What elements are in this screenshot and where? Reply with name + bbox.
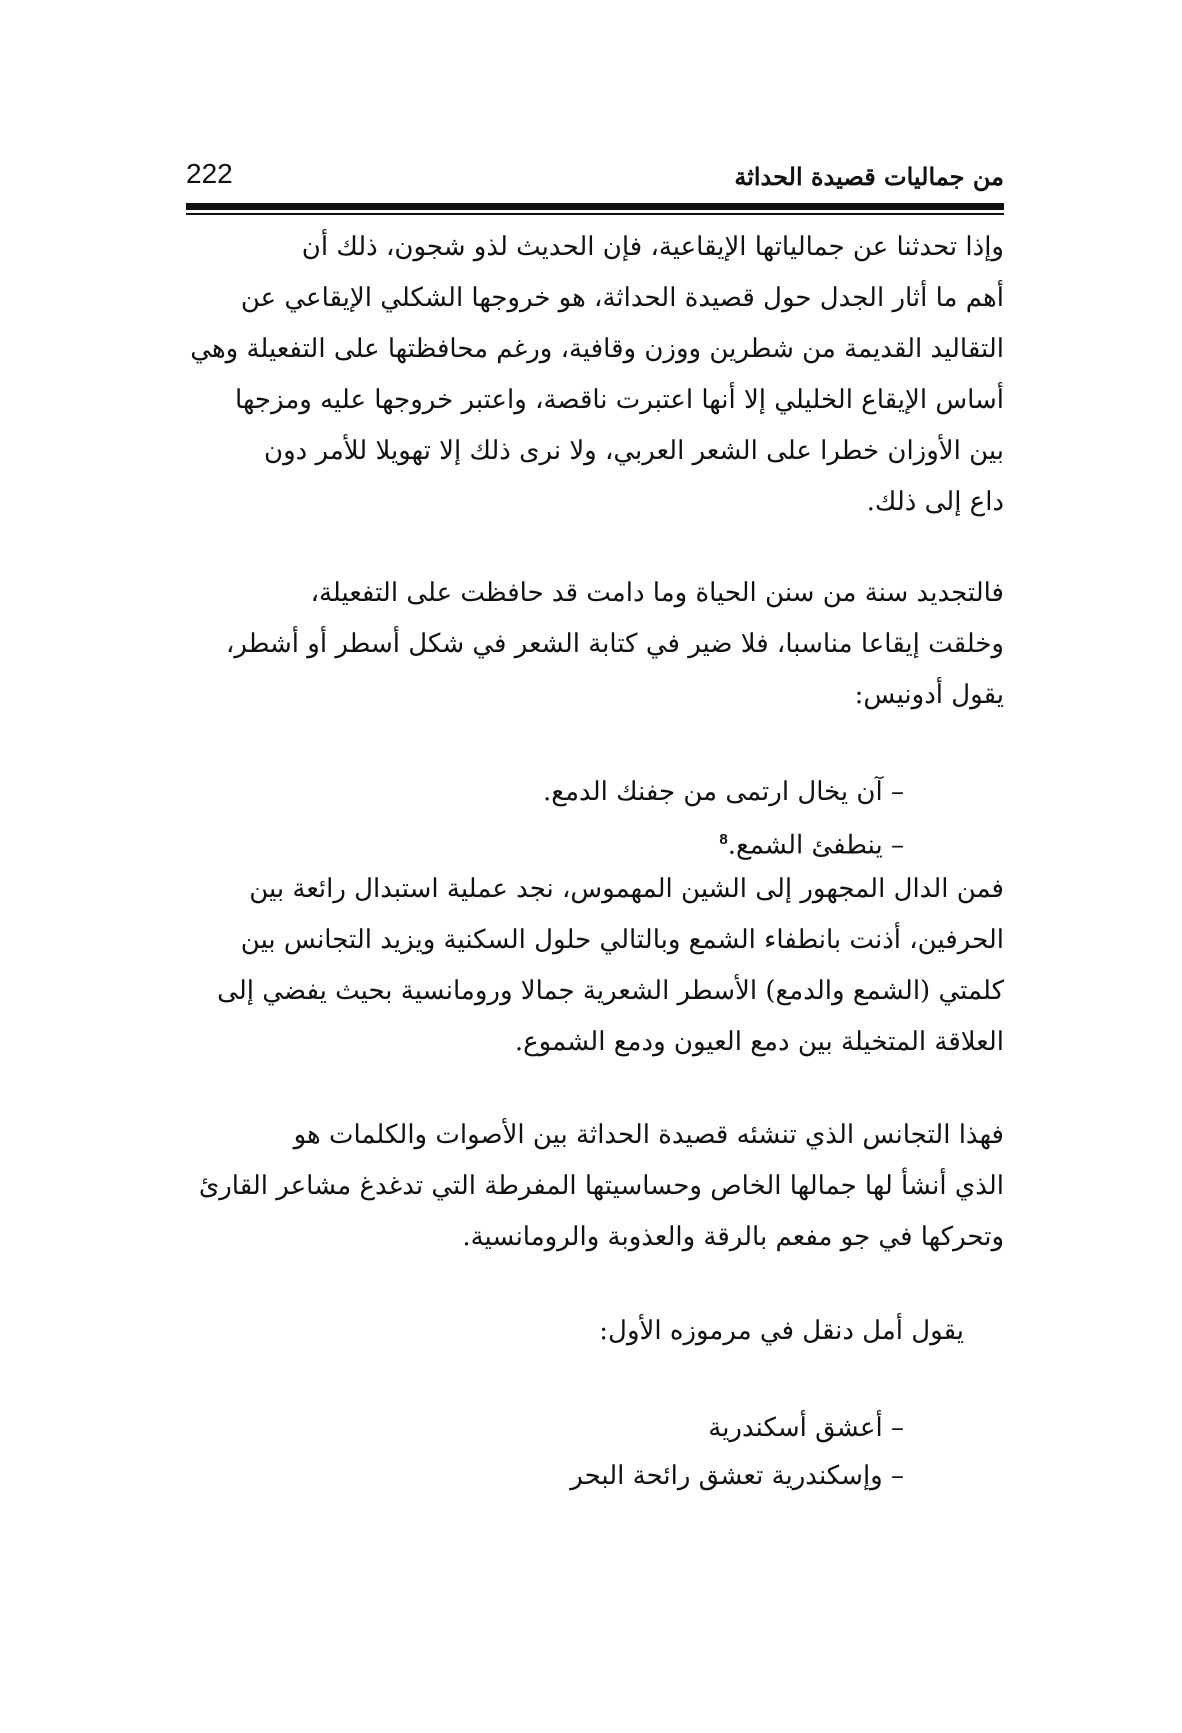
running-header bbox=[186, 158, 1004, 198]
text-line: فالتجديد سنة من سنن الحياة وما دامت قد حافظت على التفعيلة، bbox=[310, 578, 1004, 608]
footnote-marker: 8 bbox=[719, 831, 728, 848]
text-line: يقول أدونيس: bbox=[854, 680, 1004, 710]
text-line: أساس الإيقاع الخليلي إلا أنها اعتبرت ناقصة، واعتبر خروجها عليه ومزجها bbox=[235, 385, 1004, 415]
verse-line: – آن يخال ارتمى من جفنك الدمع. bbox=[543, 777, 904, 807]
running-title: من جماليات قصيدة الحداثة bbox=[734, 162, 1004, 191]
page-number: 222 bbox=[186, 158, 233, 189]
paragraph-5 bbox=[174, 1306, 1004, 1357]
paragraph-4 bbox=[174, 1110, 1004, 1263]
text-line: أهم ما أثار الجدل حول قصيدة الحداثة، هو خروجها الشكلي الإيقاعي عن bbox=[240, 283, 1004, 313]
text-line: العلاقة المتخيلة بين دمع العيون ودمع الشموع. bbox=[514, 1027, 1004, 1057]
text-line: داع إلى ذلك. bbox=[866, 487, 1004, 517]
paragraph-1 bbox=[174, 222, 1004, 528]
header-rule-thick bbox=[186, 203, 1004, 210]
verse-line bbox=[304, 816, 904, 870]
text-line: التقاليد القديمة من شطرين ووزن وقافية، ورغم محافظتها على التفعيلة وهي bbox=[190, 334, 1004, 364]
verse-line: – أعشق أسكندرية bbox=[708, 1413, 904, 1443]
verse-amal-dunqul bbox=[304, 1404, 904, 1500]
text-line: الذي أنشأ لها جمالها الخاص وحساسيتها المفرطة التي تدغدغ مشاعر القارئ bbox=[198, 1171, 1004, 1201]
text-line: وتحركها في جو مفعم بالرقة والعذوبة والرومانسية. bbox=[462, 1222, 1004, 1252]
header-rule-thin bbox=[186, 213, 1004, 215]
text-line: فهذا التجانس الذي تنشئه قصيدة الحداثة بين الأصوات والكلمات هو bbox=[293, 1120, 1004, 1150]
verse-line-text: – ينطفئ الشمع. bbox=[727, 830, 904, 861]
text-line: الحرفين، أذنت بانطفاء الشمع وبالتالي حلول السكنية ويزيد التجانس بين bbox=[240, 925, 1004, 955]
paragraph-3 bbox=[174, 864, 1004, 1068]
verse-adonis bbox=[304, 768, 904, 870]
text-line: كلمتي (الشمع والدمع) الأسطر الشعرية جمالا ورومانسية بحيث يفضي إلى bbox=[217, 976, 1004, 1006]
text-line: وخلقت إيقاعا مناسبا، فلا ضير في كتابة الشعر في شكل أسطر أو أشطر، bbox=[225, 629, 1004, 659]
paragraph-2 bbox=[174, 568, 1004, 721]
text-line: وإذا تحدثنا عن جمالياتها الإيقاعية، فإن الحديث لذو شجون، ذلك أن bbox=[301, 232, 1004, 262]
text-line: يقول أمل دنقل في مرموزه الأول: bbox=[599, 1316, 964, 1346]
text-line: بين الأوزان خطرا على الشعر العربي، ولا نرى ذلك إلا تهويلا للأمر دون bbox=[264, 436, 1004, 466]
verse-line: – وإسكندرية تعشق رائحة البحر bbox=[570, 1461, 904, 1491]
text-line: فمن الدال المجهور إلى الشين المهموس، نجد عملية استبدال رائعة بين bbox=[249, 874, 1004, 904]
